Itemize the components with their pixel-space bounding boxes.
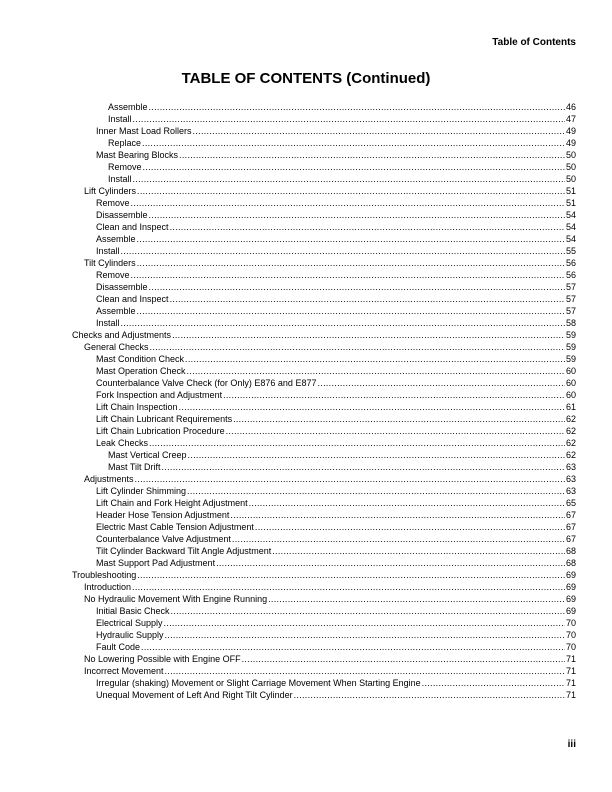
toc-dot-leader	[133, 113, 565, 125]
toc-entry-page: 70	[565, 618, 576, 628]
toc-entry[interactable]	[72, 245, 576, 257]
toc-dot-leader	[249, 497, 565, 509]
toc-dot-leader	[162, 461, 565, 473]
toc-dot-leader	[230, 509, 565, 521]
toc-entry[interactable]	[72, 221, 576, 233]
toc-entry[interactable]	[72, 137, 576, 149]
toc-entry-page: 70	[565, 630, 576, 640]
toc-entry-page: 70	[565, 642, 576, 652]
toc-entry[interactable]	[72, 317, 576, 329]
toc-entry-title: Unequal Movement of Left And Right Tilt Cylinder	[96, 690, 293, 700]
toc-entry[interactable]	[72, 329, 576, 341]
toc-entry-title: Irregular (shaking) Movement or Slight Carriage Movement When Starting Engine	[96, 678, 421, 688]
toc-entry-page: 63	[565, 486, 576, 496]
toc-entry-page: 63	[565, 474, 576, 484]
toc-entry-page: 67	[565, 510, 576, 520]
toc-dot-leader	[193, 125, 565, 137]
toc-entry-page: 50	[565, 162, 576, 172]
toc-entry[interactable]	[72, 293, 576, 305]
toc-entry-page: 62	[565, 426, 576, 436]
toc-entry[interactable]	[72, 173, 576, 185]
toc-entry-title: Tilt Cylinders	[84, 258, 136, 268]
toc-entry-page: 54	[565, 210, 576, 220]
toc-entry-title: Mast Tilt Drift	[108, 462, 161, 472]
toc-entry-page: 67	[565, 534, 576, 544]
toc-entry-page: 65	[565, 498, 576, 508]
toc-entry-title: Mast Bearing Blocks	[96, 150, 179, 160]
toc-entry-title: Remove	[96, 198, 130, 208]
toc-entry[interactable]	[72, 653, 576, 665]
toc-entry[interactable]	[72, 617, 576, 629]
toc-entry-page: 62	[565, 414, 576, 424]
toc-entry[interactable]	[72, 101, 576, 113]
toc-entry[interactable]	[72, 521, 576, 533]
toc-entry[interactable]	[72, 305, 576, 317]
page-title: TABLE OF CONTENTS (Continued)	[181, 70, 431, 87]
toc-entry-page: 56	[565, 258, 576, 268]
toc-entry-title: No Lowering Possible with Engine OFF	[84, 654, 241, 664]
toc-entry-page: 69	[565, 606, 576, 616]
toc-dot-leader	[137, 257, 565, 269]
toc-dot-leader	[131, 197, 565, 209]
toc-entry[interactable]	[72, 665, 576, 677]
toc-dot-leader	[317, 377, 565, 389]
toc-entry-title: Install	[108, 114, 132, 124]
toc-entry[interactable]	[72, 473, 576, 485]
toc-entry-title: Mast Operation Check	[96, 366, 186, 376]
toc-entry-title: Lift Cylinders	[84, 186, 137, 196]
toc-dot-leader	[149, 209, 565, 221]
toc-entry[interactable]	[72, 449, 576, 461]
toc-entry-page: 62	[565, 450, 576, 460]
toc-dot-leader	[268, 593, 565, 605]
toc-dot-leader	[422, 677, 565, 689]
toc-entry[interactable]	[72, 557, 576, 569]
toc-entry-title: Assemble	[96, 234, 136, 244]
toc-entry-title: General Checks	[84, 342, 149, 352]
toc-entry-title: Counterbalance Valve Check (for Only) E876 and E877	[96, 378, 317, 388]
toc-entry-title: Troubleshooting	[72, 570, 137, 580]
toc-entry[interactable]	[72, 209, 576, 221]
toc-dot-leader	[185, 353, 565, 365]
toc-entry-page: 49	[565, 138, 576, 148]
toc-entry-title: Leak Checks	[96, 438, 149, 448]
toc-entry-page: 63	[565, 462, 576, 472]
toc-entry-title: Hydraulic Supply	[96, 630, 164, 640]
toc-entry-title: Lift Chain Lubricant Requirements	[96, 414, 233, 424]
toc-entry[interactable]	[72, 545, 576, 557]
toc-dot-leader	[165, 629, 565, 641]
toc-dot-leader	[131, 269, 565, 281]
toc-dot-leader	[171, 605, 565, 617]
toc-entry-page: 57	[565, 306, 576, 316]
toc-dot-leader	[149, 437, 565, 449]
toc-dot-leader	[165, 665, 565, 677]
toc-entry-page: 71	[565, 666, 576, 676]
toc-entry[interactable]	[72, 389, 576, 401]
toc-dot-leader	[187, 485, 565, 497]
toc-entry[interactable]	[72, 233, 576, 245]
toc-entry-title: Install	[96, 246, 120, 256]
toc-dot-leader	[149, 281, 565, 293]
toc-entry[interactable]	[72, 257, 576, 269]
toc-entry[interactable]	[72, 437, 576, 449]
toc-entry[interactable]	[72, 677, 576, 689]
toc-entry-page: 60	[565, 366, 576, 376]
toc-entry[interactable]	[72, 281, 576, 293]
toc-entry-title: Header Hose Tension Adjustment	[96, 510, 230, 520]
toc-entry-title: Lift Chain Lubrication Procedure	[96, 426, 225, 436]
toc-dot-leader	[150, 341, 565, 353]
toc-dot-leader	[226, 425, 565, 437]
toc-entry-page: 71	[565, 678, 576, 688]
toc-entry[interactable]	[72, 341, 576, 353]
toc-entry-title: Inner Mast Load Rollers	[96, 126, 192, 136]
toc-entry-title: No Hydraulic Movement With Engine Running	[84, 594, 268, 604]
toc-entry[interactable]	[72, 401, 576, 413]
toc-entry-page: 56	[565, 270, 576, 280]
toc-dot-leader	[121, 317, 565, 329]
toc-entry-title: Mast Condition Check	[96, 354, 185, 364]
toc-entry-page: 69	[565, 570, 576, 580]
toc-dot-leader	[179, 149, 565, 161]
toc-dot-leader	[137, 185, 565, 197]
toc-entry-title: Install	[108, 174, 132, 184]
toc-entry-title: Replace	[108, 138, 142, 148]
toc-dot-leader	[294, 689, 565, 701]
toc-entry-page: 60	[565, 378, 576, 388]
toc-dot-leader	[137, 305, 565, 317]
toc-entry-title: Lift Chain and Fork Height Adjustment	[96, 498, 248, 508]
toc-entry-page: 59	[565, 342, 576, 352]
toc-dot-leader	[132, 581, 565, 593]
toc-entry-title: Clean and Inspect	[96, 294, 169, 304]
toc-entry-page: 61	[565, 402, 576, 412]
toc-entry-page: 58	[565, 318, 576, 328]
toc-entry-title: Fault Code	[96, 642, 141, 652]
toc-entry[interactable]	[72, 377, 576, 389]
page-number: iii	[567, 739, 576, 750]
toc-entry-title: Clean and Inspect	[96, 222, 169, 232]
toc-entry-title: Lift Chain Inspection	[96, 402, 178, 412]
toc-entry-page: 59	[565, 354, 576, 364]
toc-entry[interactable]	[72, 413, 576, 425]
toc-entry[interactable]	[72, 509, 576, 521]
toc-entry-page: 50	[565, 174, 576, 184]
toc-dot-leader	[272, 545, 565, 557]
toc-entry-page: 69	[565, 594, 576, 604]
toc-entry-page: 50	[565, 150, 576, 160]
toc-entry[interactable]	[72, 113, 576, 125]
toc-entry-page: 51	[565, 198, 576, 208]
toc-entry-title: Mast Support Pad Adjustment	[96, 558, 216, 568]
toc-entry-title: Remove	[96, 270, 130, 280]
toc-entry[interactable]	[72, 497, 576, 509]
toc-entry-title: Electrical Supply	[96, 618, 163, 628]
toc-entry[interactable]	[72, 581, 576, 593]
toc-entry-title: Remove	[108, 162, 142, 172]
toc-entry-page: 49	[565, 126, 576, 136]
toc-entry[interactable]	[72, 353, 576, 365]
toc-entry-title: Tilt Cylinder Backward Tilt Angle Adjustment	[96, 546, 272, 556]
toc-entry[interactable]	[72, 605, 576, 617]
toc-entry[interactable]	[72, 533, 576, 545]
table-of-contents	[72, 101, 576, 701]
toc-entry-title: Introduction	[84, 582, 132, 592]
toc-entry-title: Assemble	[108, 102, 148, 112]
toc-dot-leader	[187, 365, 565, 377]
toc-entry-title: Initial Basic Check	[96, 606, 170, 616]
toc-dot-leader	[149, 101, 565, 113]
toc-dot-leader	[142, 137, 565, 149]
toc-entry-page: 68	[565, 558, 576, 568]
toc-entry-page: 57	[565, 294, 576, 304]
toc-entry[interactable]	[72, 569, 576, 581]
toc-dot-leader	[133, 173, 565, 185]
toc-entry-title: Adjustments	[84, 474, 134, 484]
toc-dot-leader	[179, 401, 565, 413]
toc-entry[interactable]	[72, 485, 576, 497]
toc-dot-leader	[137, 569, 565, 581]
toc-entry-page: 71	[565, 690, 576, 700]
toc-entry-page: 71	[565, 654, 576, 664]
toc-entry-page: 47	[565, 114, 576, 124]
toc-dot-leader	[135, 473, 565, 485]
toc-dot-leader	[170, 221, 565, 233]
toc-entry[interactable]	[72, 161, 576, 173]
toc-entry[interactable]	[72, 629, 576, 641]
toc-dot-leader	[216, 557, 565, 569]
toc-dot-leader	[137, 233, 565, 245]
toc-entry[interactable]	[72, 185, 576, 197]
toc-entry[interactable]	[72, 149, 576, 161]
toc-dot-leader	[172, 329, 565, 341]
toc-entry-title: Assemble	[96, 306, 136, 316]
toc-dot-leader	[232, 533, 565, 545]
toc-dot-leader	[188, 449, 565, 461]
toc-entry-page: 62	[565, 438, 576, 448]
toc-dot-leader	[255, 521, 565, 533]
toc-entry-title: Checks and Adjustments	[72, 330, 172, 340]
toc-entry-title: Install	[96, 318, 120, 328]
toc-entry-title: Disassemble	[96, 282, 148, 292]
toc-entry-title: Fork Inspection and Adjustment	[96, 390, 223, 400]
toc-entry[interactable]	[72, 461, 576, 473]
toc-entry-page: 68	[565, 546, 576, 556]
toc-entry-page: 57	[565, 282, 576, 292]
toc-entry-page: 54	[565, 222, 576, 232]
toc-dot-leader	[121, 245, 565, 257]
toc-dot-leader	[242, 653, 565, 665]
toc-entry-page: 54	[565, 234, 576, 244]
toc-entry[interactable]	[72, 641, 576, 653]
toc-dot-leader	[164, 617, 565, 629]
toc-dot-leader	[223, 389, 565, 401]
toc-dot-leader	[143, 161, 565, 173]
toc-entry-title: Counterbalance Valve Adjustment	[96, 534, 231, 544]
toc-dot-leader	[141, 641, 565, 653]
toc-entry[interactable]	[72, 593, 576, 605]
toc-entry-title: Incorrect Movement	[84, 666, 164, 676]
toc-dot-leader	[170, 293, 565, 305]
toc-entry-title: Mast Vertical Creep	[108, 450, 187, 460]
toc-entry[interactable]	[72, 365, 576, 377]
toc-entry-page: 69	[565, 582, 576, 592]
toc-entry-page: 55	[565, 246, 576, 256]
toc-entry-page: 67	[565, 522, 576, 532]
toc-dot-leader	[233, 413, 565, 425]
toc-entry-title: Lift Cylinder Shimming	[96, 486, 187, 496]
toc-entry[interactable]	[72, 197, 576, 209]
toc-entry[interactable]	[72, 689, 576, 701]
toc-entry[interactable]	[72, 125, 576, 137]
toc-entry-page: 51	[565, 186, 576, 196]
toc-entry-page: 60	[565, 390, 576, 400]
toc-entry[interactable]	[72, 269, 576, 281]
toc-entry-title: Electric Mast Cable Tension Adjustment	[96, 522, 254, 532]
toc-entry-page: 59	[565, 330, 576, 340]
toc-entry-page: 46	[565, 102, 576, 112]
running-header: Table of Contents	[492, 37, 576, 48]
toc-entry[interactable]	[72, 425, 576, 437]
toc-entry-title: Disassemble	[96, 210, 148, 220]
